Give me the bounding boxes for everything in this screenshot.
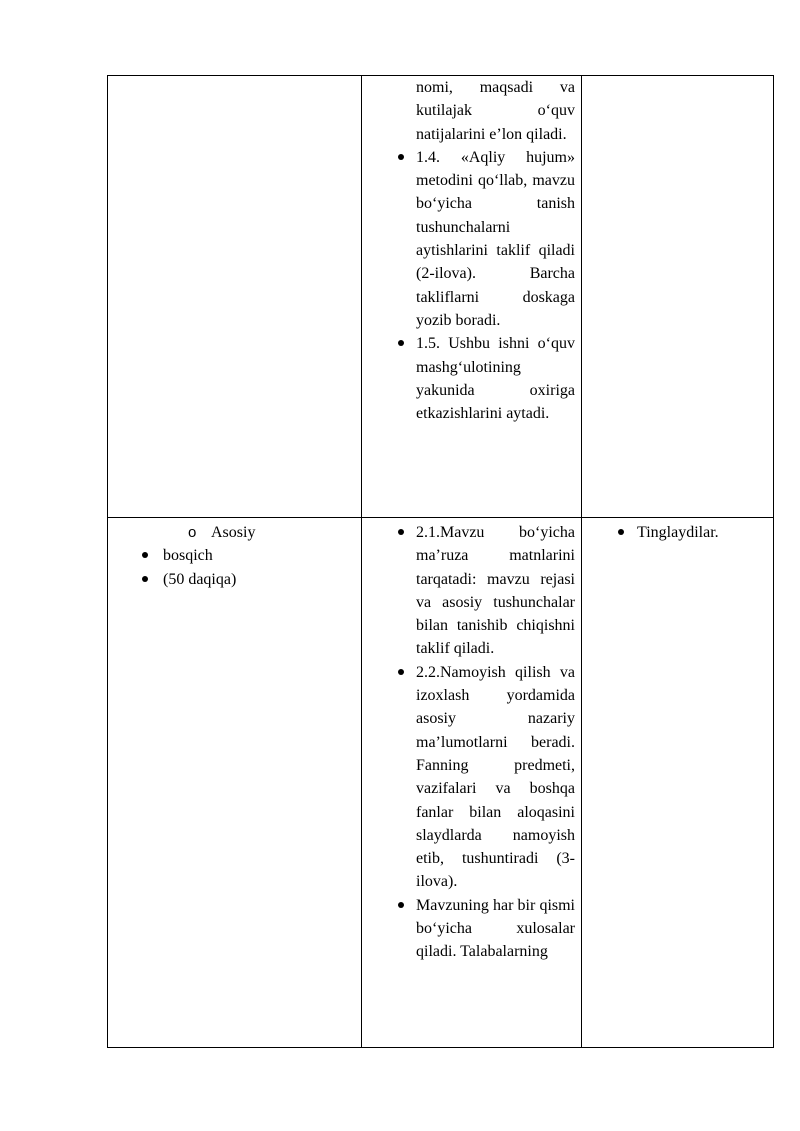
list-item-text: 1.4. «Aqliy hujum» metodini qo‘llab, mavzu bo‘yicha tanish tushunchalarni aytishlarini taklif qiladi (2-ilova). Barcha takliflarni doskaga yozib boradi. — [416, 148, 575, 329]
stage-cell — [108, 76, 362, 518]
list-item — [362, 661, 575, 894]
table-row — [108, 76, 774, 518]
lesson-plan-table — [107, 75, 774, 1048]
stage-cell — [108, 518, 362, 1048]
stage-heading-text: Asosiy — [211, 524, 256, 541]
bullet-icon — [398, 902, 404, 908]
bullet-icon — [142, 576, 148, 582]
list-item — [362, 332, 575, 425]
bullet-icon — [398, 669, 404, 675]
teacher-activity-cell — [362, 518, 582, 1048]
stage-heading — [108, 521, 361, 544]
circle-bullet-icon: o — [188, 524, 197, 541]
list-item — [108, 544, 361, 567]
student-activity-cell — [582, 518, 774, 1048]
list-item-text: 1.5. Ushbu ishni o‘quv mashg‘ulotining yakunida oxiriga etkazishlarini aytadi. — [416, 335, 575, 423]
student-activity-cell — [582, 76, 774, 518]
list-item-text: nomi, maqsadi va kutilajak o‘quv natijalarini e’lon qiladi. — [416, 79, 575, 143]
list-item-text: Tinglaydilar. — [637, 524, 719, 541]
bullet-icon — [142, 552, 148, 558]
list-item — [362, 521, 575, 661]
table-row — [108, 518, 774, 1048]
list-item — [108, 568, 361, 591]
list-item-text: (50 daqiqa) — [163, 570, 237, 588]
list-item — [582, 521, 773, 544]
bullet-icon — [398, 340, 404, 346]
list-item-text: 2.1.Mavzu bo‘yicha ma’ruza matnlarini tarqatadi: mavzu rejasi va asosiy tushunchalar bilan tanishib chiqishni taklif qiladi. — [416, 524, 575, 658]
teacher-activity-cell — [362, 76, 582, 518]
list-item-text: Mavzuning har bir qismi bo‘yicha xulosalar qiladi. Talabalarning — [416, 896, 575, 961]
list-item-text: 2.2.Namoyish qilish va izoxlash yordamida asosiy nazariy ma’lumotlarni beradi. Fanning predmeti, vazifalari va boshqa fanlar bilan aloqasini slaydlarda namoyish etib, tushuntiradi (3-ilova). — [416, 663, 575, 891]
list-item — [362, 76, 575, 146]
list-item — [362, 894, 575, 964]
bullet-icon — [618, 529, 624, 535]
bullet-icon — [398, 154, 404, 160]
bullet-icon — [398, 529, 404, 535]
list-item-text: bosqich — [163, 547, 213, 565]
list-item — [362, 146, 575, 332]
